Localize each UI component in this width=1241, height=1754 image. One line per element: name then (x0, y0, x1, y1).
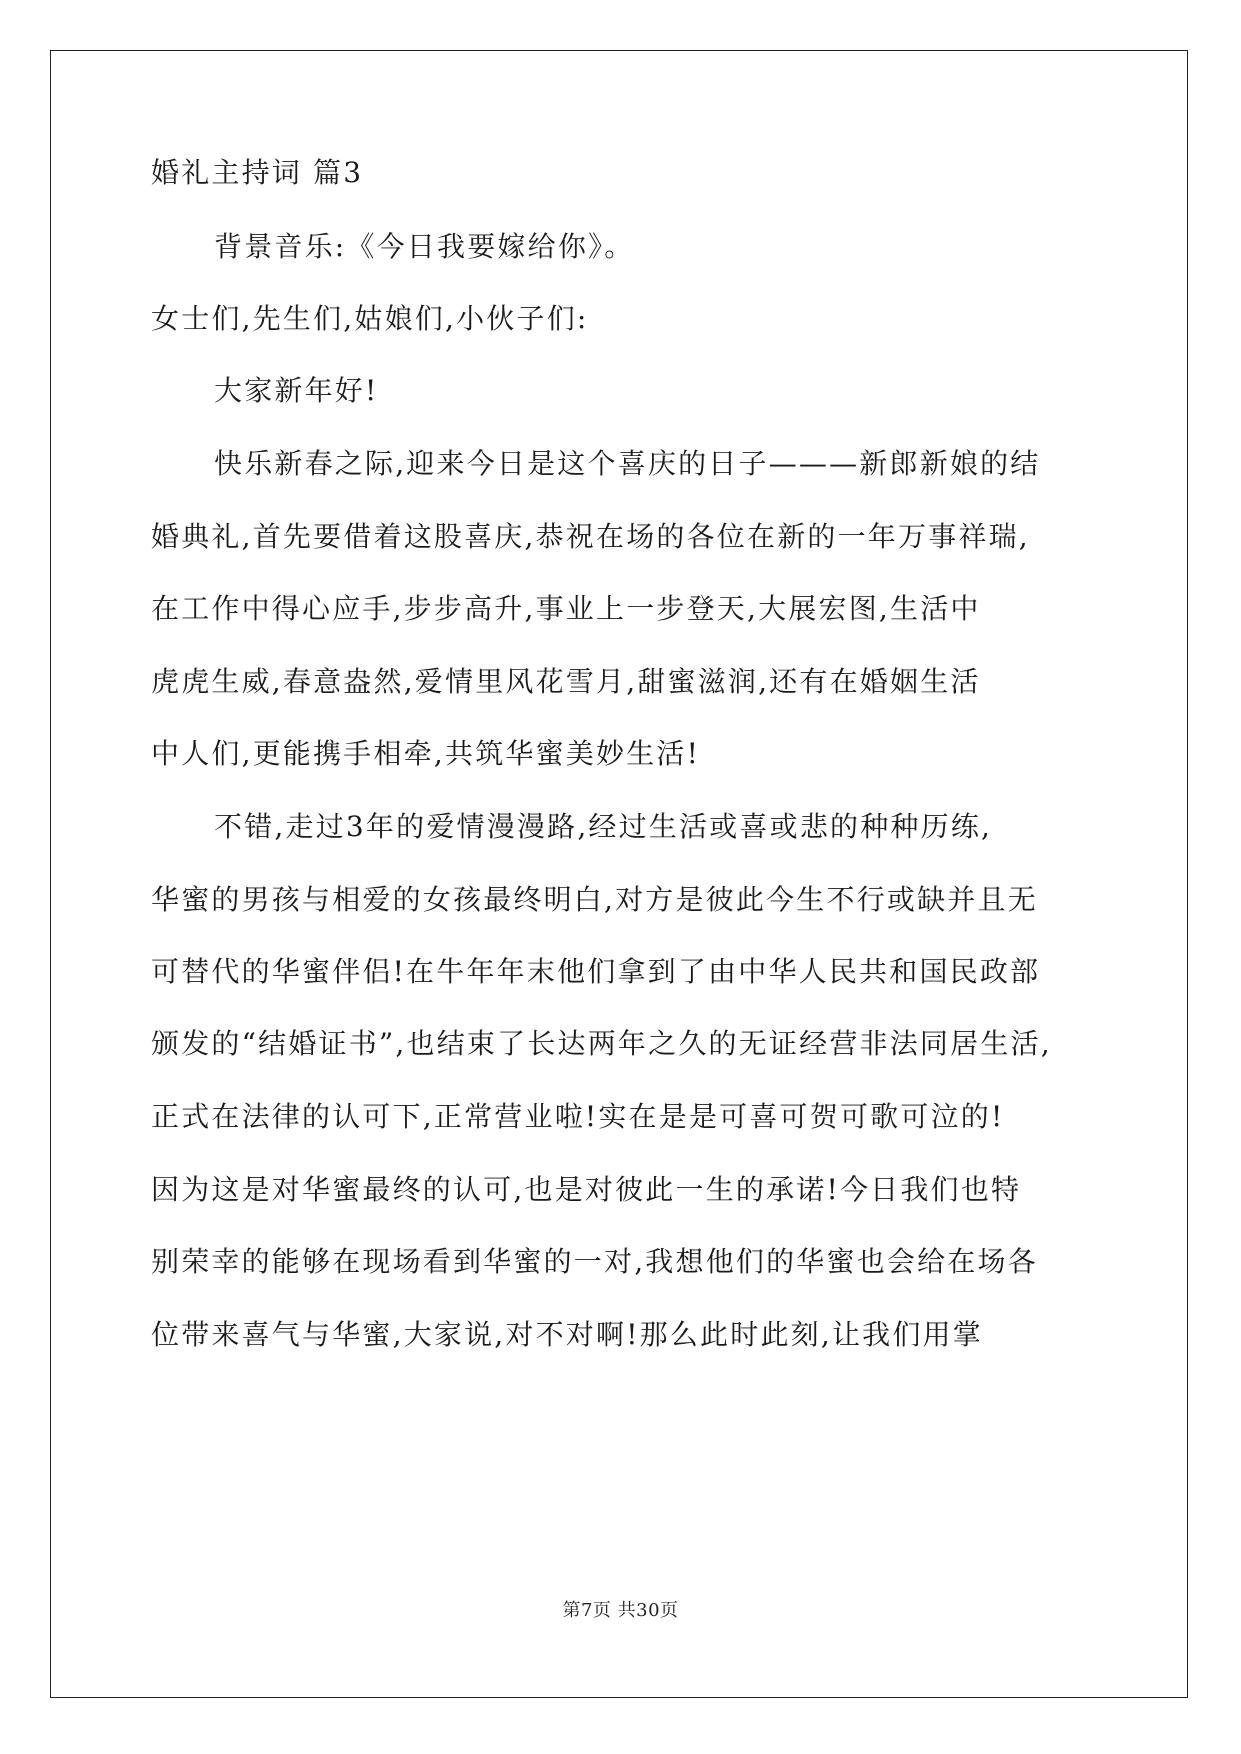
paragraph-line: 快乐新春之际,迎来今日是这个喜庆的日子———新郎新娘的结 (214, 447, 1041, 480)
paragraph-line: 背景音乐:《今日我要嫁给你》。 (214, 230, 635, 263)
paragraph-line: 女士们,先生们,姑娘们,小伙子们: (151, 302, 589, 335)
document-heading: 婚礼主持词 篇3 (151, 156, 364, 189)
paragraph-line: 不错,走过3年的爱情漫漫路,经过生活或喜或悲的种种历练, (214, 810, 993, 843)
page-number: 第7页 共30页 (562, 1600, 679, 1621)
paragraph-line: 别荣幸的能够在现场看到华蜜的一对,我想他们的华蜜也会给在场各 (151, 1245, 1038, 1278)
paragraph-line: 在工作中得心应手,步步高升,事业上一步登天,大展宏图,生活中 (151, 592, 981, 625)
paragraph-line: 婚典礼,首先要借着这股喜庆,恭祝在场的各位在新的一年万事祥瑞, (151, 520, 1030, 553)
paragraph-line: 可替代的华蜜伴侣!在牛年年末他们拿到了由中华人民共和国民政部 (151, 955, 1041, 988)
paragraph-line: 正式在法律的认可下,正常营业啦!实在是是可喜可贺可歌可泣的! (151, 1100, 1005, 1133)
paragraph-line: 华蜜的男孩与相爱的女孩最终明白,对方是彼此今生不行或缺并且无 (151, 883, 1038, 916)
page-border (50, 50, 1188, 1698)
paragraph-line: 中人们,更能携手相牵,共筑华蜜美妙生活! (151, 737, 701, 770)
paragraph-line: 大家新年好! (214, 374, 379, 407)
paragraph-line: 位带来喜气与华蜜,大家说,对不对啊!那么此时此刻,让我们用掌 (151, 1318, 983, 1351)
paragraph-line: 因为这是对华蜜最终的认可,也是对彼此一生的承诺!今日我们也特 (151, 1173, 1022, 1206)
paragraph-line: 虎虎生威,春意盎然,爱情里风花雪月,甜蜜滋润,还有在婚姻生活 (151, 665, 981, 698)
paragraph-line: 颁发的“结婚证书”,也结束了长达两年之久的无证经营非法同居生活, (151, 1027, 1052, 1060)
